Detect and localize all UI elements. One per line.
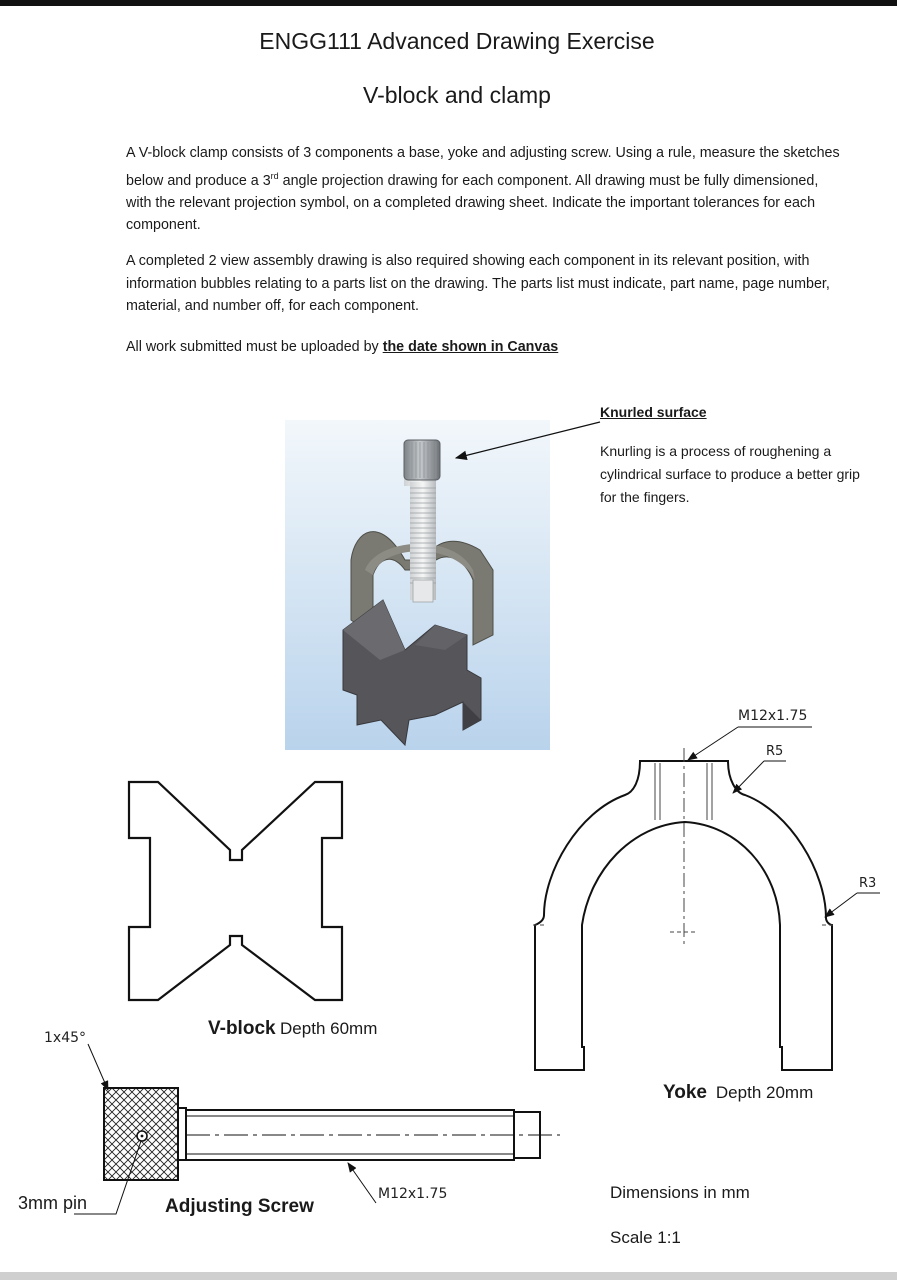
vblock-depth: Depth 60mm [280, 1019, 378, 1038]
yoke-drawing [533, 727, 880, 1070]
intro-paragraph-2: A completed 2 view assembly drawing is also required showing each component in its relevant position, with information bubbles relating to a parts list on the drawing. The parts list must indicate, part name, page number, material, and number off, for each component. [126, 253, 830, 314]
adjusting-screw-drawing [74, 1044, 560, 1214]
bottom-border [0, 1272, 897, 1280]
deadline-link: the date shown in Canvas [382, 339, 559, 355]
yoke-r5-label: R5 [766, 744, 784, 759]
scale-note: Scale 1:1 [610, 1228, 681, 1247]
knurled-surface-heading: Knurled surface [600, 404, 707, 420]
vblock-caption [208, 1018, 377, 1040]
intro-text-b: angle projection drawing for each component. All drawing must be fully dimensioned, with the relevant projection symbol, on a completed drawing sheet. Indicate the important tolerances for each component. [126, 172, 819, 234]
yoke-thread-label: M12x1.75 [738, 708, 808, 724]
page-title: ENGG111 Advanced Drawing Exercise [259, 28, 655, 54]
adjusting-screw-caption: Adjusting Screw [165, 1196, 314, 1217]
yoke-r3-label: R3 [859, 876, 877, 891]
page-subtitle: V-block and clamp [363, 82, 551, 108]
ordinal-suffix: rd [270, 170, 279, 181]
yoke-caption [663, 1082, 813, 1104]
intro-text-a: A V-block clamp consists of 3 components a base, yoke and adjusting screw. Using a rule, measure the sketches below and produce a 3 [126, 145, 840, 189]
vblock-name: V-block [208, 1018, 276, 1039]
screw-thread-label: M12x1.75 [378, 1186, 448, 1202]
knurl-leader [456, 422, 600, 458]
deadline-text: All work submitted must be uploaded by [126, 339, 383, 355]
pin-label: 3mm pin [18, 1193, 88, 1213]
yoke-depth: Depth 20mm [715, 1083, 814, 1102]
dimensions-note: Dimensions in mm [610, 1183, 750, 1202]
knurled-surface-description: Knurling is a process of roughening a cylindrical surface to produce a better grip for the fingers. [600, 443, 860, 505]
yoke-name: Yoke [663, 1082, 708, 1103]
vblock-outline [129, 782, 342, 1000]
chamfer-label: 1x45° [44, 1030, 87, 1046]
